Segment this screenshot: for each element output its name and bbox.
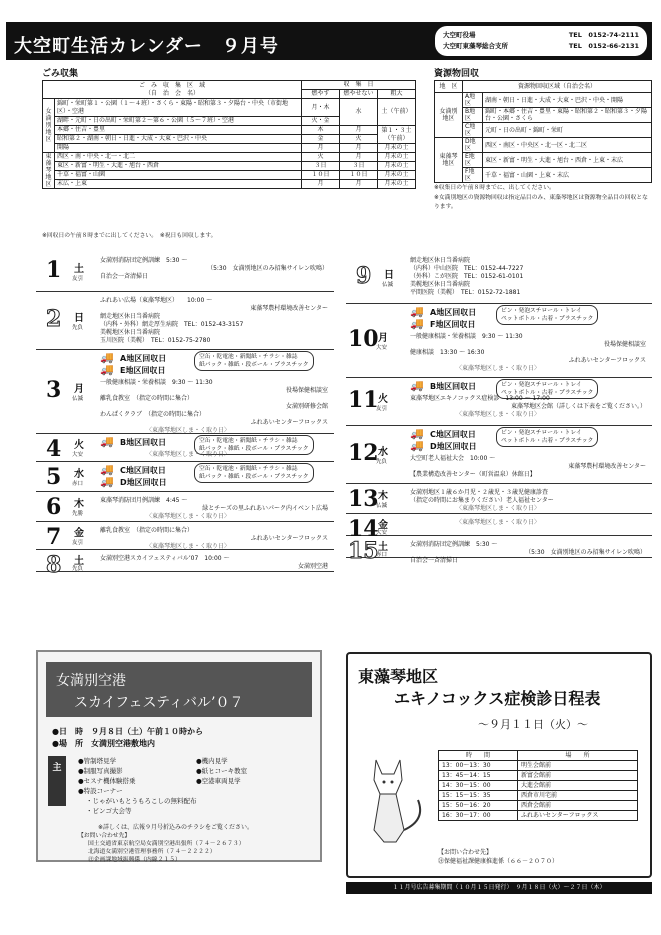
sky-item: ●管制塔見学 bbox=[78, 757, 117, 765]
table-row: 西区・南・中央・北一・北二 bbox=[55, 153, 302, 162]
truck-icon: 🚚 bbox=[100, 363, 114, 376]
recycle-items: ビン・発泡スチロール・トレイ bbox=[501, 382, 582, 388]
collection-day-label: C地区回収日 bbox=[120, 466, 166, 475]
recycle-val: 錦町・本郷・住吉・豊里・東陽・昭和第２・昭和第３・夕陽台・公園・さくら bbox=[483, 108, 652, 123]
truck-icon: 🚚 bbox=[410, 427, 424, 440]
event-text: ふれあい広場（東藻琴地区） 10:00 ～ bbox=[100, 297, 213, 304]
rokuyo: 仏滅 bbox=[72, 396, 84, 402]
calendar-day bbox=[346, 378, 652, 426]
day-of-week: 金 bbox=[74, 528, 84, 539]
cell: 月 bbox=[340, 126, 378, 135]
garbage-head-day: 収 集 日 bbox=[302, 81, 416, 90]
page-title: 大空町生活カレンダー ９月号 bbox=[14, 36, 279, 57]
footer-bar: １１月号広告募集期間（１０月１５日発行） ９月１８日（火）～２７日（木） bbox=[346, 882, 652, 894]
rokuyo: 大安 bbox=[376, 530, 388, 536]
rokuyo: 友引 bbox=[72, 540, 84, 546]
garbage-table bbox=[42, 80, 416, 189]
day-number: 4 bbox=[46, 436, 62, 462]
event-text: 網走地区休日当番病院 bbox=[100, 313, 161, 320]
garbage-note: ※回収日の午前８時までに出してください。 ※祝日も回収します。 bbox=[42, 233, 217, 239]
col-head: 燃やす bbox=[302, 90, 340, 99]
day-of-week: 日 bbox=[384, 270, 394, 281]
table-row: 本郷・住吉・豊里 bbox=[55, 126, 302, 135]
truck-icon: 🚚 bbox=[410, 305, 424, 318]
recycle-val: 湖南・朝日・日進・大成・大東・巴沢・中央・開陽 bbox=[483, 93, 652, 108]
contact-tel: TEL 0152-66-2131 bbox=[568, 42, 639, 50]
echi-head: 時 間 bbox=[439, 751, 518, 761]
recycle-items: 空缶・乾電池・新聞紙・チラシ・雑誌 bbox=[199, 466, 298, 472]
event-text: 女満別空港 bbox=[297, 563, 328, 570]
sky-item: ●空港車両見学 bbox=[196, 777, 241, 785]
event-text: 離乳食教室 （指定の時間に集合） bbox=[100, 395, 194, 402]
day-number: 9 bbox=[356, 263, 372, 289]
area-label: 東藻琴地区 bbox=[435, 138, 463, 183]
cell: ３日 bbox=[340, 162, 378, 171]
sky-date-label: ●日 時 bbox=[52, 727, 83, 736]
event-text: 女満別消防団定例訓練 5:30 ～ bbox=[100, 257, 188, 264]
event-text: 一般健康相談・栄養相談 9:30 ～ 11:30 bbox=[100, 379, 213, 386]
table-row: 末広・上東 bbox=[55, 180, 302, 189]
recycle-head: 資源物回収区域（自治会名） bbox=[463, 81, 652, 93]
cell: 水 bbox=[340, 99, 378, 126]
calendar-day bbox=[346, 304, 652, 378]
echi-date: ～９月１１日（火）～ bbox=[478, 718, 588, 731]
sky-place: 女満別空港敷地内 bbox=[90, 739, 155, 748]
echi-time: 15：15～15：35 bbox=[439, 791, 518, 801]
recycle-val: 東区・新富・明生・大進・旭台・西倉・上東・末広 bbox=[483, 153, 652, 168]
day-of-week: 火 bbox=[74, 440, 84, 451]
recycle-note: ※収集日の午前８時までに、出してください。 bbox=[434, 185, 555, 191]
rokuyo: 大安 bbox=[72, 452, 84, 458]
cell: １０日 bbox=[302, 171, 340, 180]
recycle-items: ビン・発泡スチロール・トレイ bbox=[501, 430, 582, 436]
sky-items bbox=[78, 756, 318, 816]
recycle-items: ペットボトル・古着・プラスチック bbox=[501, 438, 594, 444]
event-text: 【農業構造改善センター（町営温泉）休館日】 bbox=[410, 471, 536, 478]
event-text: 美幌地区休日当番病院 bbox=[410, 281, 471, 288]
day-number: 3 bbox=[46, 377, 62, 403]
cell: 月 bbox=[340, 144, 378, 153]
cell: 月 bbox=[340, 180, 378, 189]
echi-place: 大進会館前 bbox=[518, 781, 638, 791]
event-text: 網走地区休日当番病院 bbox=[410, 257, 471, 264]
day-of-week: 月 bbox=[378, 333, 388, 344]
event-text: （指定の時間にお集まりください）老人福祉センター bbox=[410, 497, 554, 504]
recycle-items-box bbox=[496, 305, 598, 325]
recycle-items-box bbox=[194, 351, 314, 371]
cell: 月末の土 bbox=[378, 153, 416, 162]
echi-inq-title: 【お問い合わせ先】 bbox=[438, 849, 493, 856]
event-text: 〈東藻琴地区しま・く取り日〉 bbox=[456, 365, 541, 372]
echi-time: 15：50～16：20 bbox=[439, 801, 518, 811]
event-text: 女満別研修会館 bbox=[285, 403, 328, 410]
calendar-right bbox=[346, 252, 652, 640]
event-text: （外科）こが医院 TEL：0152-61-0101 bbox=[410, 273, 524, 280]
cell: 火 bbox=[340, 135, 378, 144]
table-row: 開陽 bbox=[55, 144, 302, 153]
cell: 月末の土 bbox=[378, 162, 416, 171]
day-of-week: 水 bbox=[378, 447, 388, 458]
event-text: 玉川医院（美幌） TEL：0152-75-2780 bbox=[100, 337, 211, 344]
cell: 月 bbox=[340, 153, 378, 162]
recycle-key: D地区 bbox=[463, 138, 483, 153]
event-text: 女満別空港スカイフェスティバル’07 10:00 ～ bbox=[100, 555, 230, 562]
day-of-week: 金 bbox=[378, 520, 388, 531]
event-text: （5:30 女満別地区のみ招集サイレン吹鳴） bbox=[525, 549, 646, 556]
calendar-day bbox=[346, 484, 652, 514]
echi-place: 新富会館前 bbox=[518, 771, 638, 781]
calendar-day bbox=[36, 252, 334, 292]
cell: 第１・３土（午前） bbox=[378, 126, 416, 144]
day-of-week: 木 bbox=[74, 499, 84, 510]
table-row: 錦町・栄町第１・公園（１～４班）・さくら・東陽・昭和第３・夕陽台・中央（市街地区）・空港 bbox=[55, 99, 302, 117]
sky-title: 女満別空港 bbox=[56, 673, 126, 689]
sky-inq: 国土交通省東京航空局女満別空港出張所（７４－２６７３） bbox=[88, 841, 245, 847]
event-text: 〈東藻琴地区しま・く取り日〉 bbox=[146, 451, 231, 458]
day-of-week: 土 bbox=[74, 264, 84, 275]
recycle-items: ペットボトル・古着・プラスチック bbox=[501, 390, 594, 396]
echi-inq: ㊟保健福祉課健康推進係（６６－２０７０） bbox=[438, 858, 559, 865]
echi-place: 西倉会館前 bbox=[518, 801, 638, 811]
cell: 土（午前） bbox=[378, 99, 416, 126]
recycle-val: 西区・南区・中央区・北一区・北二区 bbox=[483, 138, 652, 153]
collection-day-label: B地区回収日 bbox=[120, 438, 167, 447]
truck-icon: 🚚 bbox=[100, 435, 114, 448]
event-text: 離乳食教室 （指定の時間に集合） bbox=[100, 527, 194, 534]
recycle-key: C地区 bbox=[463, 123, 483, 138]
calendar-day bbox=[346, 426, 652, 484]
sky-inq: ㊟企画課地域振興係（内線２１５） bbox=[88, 857, 181, 863]
day-number: 5 bbox=[46, 464, 62, 490]
day-number: 6 bbox=[46, 494, 62, 520]
table-row: 湖畔・元町・日の出町・栄町第２～第６・公園（５～７班）・空港 bbox=[55, 117, 302, 126]
sky-inq: 北海道女満別空港管理事務所（７４－２２２２） bbox=[88, 849, 216, 855]
area-label: 東藻琴地区 bbox=[43, 153, 55, 189]
garbage-head-sub: （自 治 会 名） bbox=[144, 89, 199, 97]
truck-icon: 🚚 bbox=[410, 317, 424, 330]
sky-main-label: 主 bbox=[48, 756, 66, 806]
event-text: （内科）中山医院 TEL：0152-44-7227 bbox=[410, 265, 524, 272]
echi-time: 16：30～17：00 bbox=[439, 811, 518, 821]
recycle-key: F地区 bbox=[463, 168, 483, 183]
contact-tel: TEL 0152-74-2111 bbox=[568, 31, 639, 39]
event-text: 〈東藻琴地区しま・く取り日〉 bbox=[146, 427, 231, 434]
event-text: ふれあいセンターフロックス bbox=[250, 535, 328, 542]
area-label: 女満別地区 bbox=[435, 93, 463, 138]
calendar-day bbox=[36, 550, 334, 578]
event-text: 東藻琴農村環境改善センター bbox=[250, 305, 328, 312]
cell: 火 bbox=[302, 153, 340, 162]
recycle-items-box bbox=[496, 427, 598, 447]
rokuyo: 大安 bbox=[376, 345, 388, 351]
echinococcus-box bbox=[346, 652, 652, 878]
sky-inq-title: 【お問い合わせ先】 bbox=[78, 833, 131, 839]
recycle-title: 資源物回収 bbox=[434, 69, 480, 79]
recycle-items-box bbox=[194, 463, 314, 483]
sky-title2: スカイフェスティバル’０７ bbox=[74, 695, 244, 711]
rokuyo: 先負 bbox=[72, 566, 84, 572]
event-text: 女満別地区１歳６か月児・２歳児・３歳児健康診査 bbox=[410, 489, 549, 496]
sky-item: ●特設コーナー bbox=[78, 787, 123, 795]
collection-day-label: A地区回収日 bbox=[430, 308, 477, 317]
sky-date: ９月８日（土）午前１０時から bbox=[90, 727, 203, 736]
event-text: 役場保健相談室 bbox=[285, 387, 328, 394]
garbage-title: ごみ収集 bbox=[42, 69, 79, 79]
day-number: 11 bbox=[348, 387, 379, 413]
event-text: 東藻琴地区エキノコックス症検診 13:00 ～ 17:00 bbox=[410, 395, 550, 402]
rokuyo: 先負 bbox=[72, 325, 84, 331]
echi-place: 明生会館前 bbox=[518, 761, 638, 771]
truck-icon: 🚚 bbox=[410, 379, 424, 392]
recycle-note: ※女満別地区の資源物回収は指定品目のみ、東藻琴地区は資源物全品目の回収となります。 bbox=[434, 195, 648, 210]
rokuyo: 仏滅 bbox=[376, 503, 388, 509]
day-number: 13 bbox=[348, 486, 379, 512]
recycle-items: 紙パック・雑紙・段ボール・プラスチック bbox=[199, 474, 309, 480]
day-number: 1 bbox=[46, 257, 62, 283]
recycle-key: B地区 bbox=[463, 108, 483, 123]
calendar-left bbox=[36, 252, 334, 640]
event-text: 平間医院（美幌） TEL：0152-72-1881 bbox=[410, 289, 521, 296]
rokuyo: 先勝 bbox=[72, 511, 84, 517]
day-number: 8 bbox=[46, 552, 62, 578]
day-number: 7 bbox=[46, 524, 62, 550]
truck-icon: 🚚 bbox=[100, 351, 114, 364]
echi-place: 西倉市川宅前 bbox=[518, 791, 638, 801]
calendar-day bbox=[36, 350, 334, 434]
contact-box bbox=[435, 26, 647, 56]
sky-item: ・じゃがいもとうもろこしの無料配布 bbox=[86, 797, 197, 805]
event-text: 〈東藻琴地区しま・く取り日〉 bbox=[456, 505, 541, 512]
event-text: 自治会一斉清掃日 bbox=[410, 557, 459, 564]
echi-time: 14：30～15：00 bbox=[439, 781, 518, 791]
day-of-week: 土 bbox=[378, 542, 388, 553]
recycle-head: 地 区 bbox=[435, 81, 463, 93]
area-label: 女満別地区 bbox=[43, 99, 55, 153]
event-text: 美幌地区休日当番病院 bbox=[100, 329, 161, 336]
cell: 月 bbox=[302, 180, 340, 189]
calendar-day bbox=[36, 434, 334, 462]
calendar-day bbox=[36, 462, 334, 492]
event-text: 〈東藻琴地区しま・く取り日〉 bbox=[456, 411, 541, 418]
day-of-week: 火 bbox=[378, 394, 388, 405]
header-bar bbox=[6, 22, 652, 60]
cell: 火・金 bbox=[302, 117, 340, 126]
recycle-val: 千草・福富・山園・上東・末広 bbox=[483, 168, 652, 183]
event-text: 女満別消防団定例訓練 5:30 ～ bbox=[410, 541, 498, 548]
recycle-val: 元町・日の出町・錦町・栄町 bbox=[483, 123, 652, 138]
cell: 月・木 bbox=[302, 99, 340, 117]
event-text: 〈東藻琴地区しま・く取り日〉 bbox=[146, 513, 231, 520]
cell: 木 bbox=[302, 126, 340, 135]
table-row: 昭和第２・湖南・朝日・日進・大成・大東・巴沢・中央 bbox=[55, 135, 302, 144]
cell: 月末の土 bbox=[378, 180, 416, 189]
event-text: 役場保健相談室 bbox=[603, 341, 646, 348]
day-of-week: 日 bbox=[74, 313, 84, 324]
cell: 金 bbox=[302, 135, 340, 144]
rokuyo: 友引 bbox=[376, 406, 388, 412]
cell: 月 bbox=[302, 144, 340, 153]
sky-festival-box bbox=[36, 650, 322, 862]
col-head: 燃やせない bbox=[340, 90, 378, 99]
recycle-items: ビン・発泡スチロール・トレイ bbox=[501, 308, 582, 314]
rokuyo: 友引 bbox=[72, 276, 84, 282]
calendar-day bbox=[346, 514, 652, 542]
echi-title: 東藻琴地区 bbox=[358, 667, 439, 686]
rokuyo: 先負 bbox=[376, 459, 388, 465]
event-text: わんぱくクラブ （指定の時間に集合） bbox=[100, 411, 206, 418]
day-number: 14 bbox=[348, 516, 379, 542]
recycle-items: 空缶・乾電池・新聞紙・チラシ・雑誌 bbox=[199, 438, 298, 444]
collection-day-label: A地区回収日 bbox=[120, 354, 167, 363]
collection-day-label: B地区回収日 bbox=[430, 382, 477, 391]
day-number: 15 bbox=[348, 538, 379, 564]
cell: 月末の土 bbox=[378, 171, 416, 180]
contact-name: 大空町東藻琴総合支所 bbox=[443, 42, 508, 50]
calendar-day bbox=[346, 536, 652, 564]
collection-day-label: C地区回収日 bbox=[430, 430, 476, 439]
event-text: 健康相談 13:30 ～ 16:30 bbox=[410, 349, 485, 356]
sky-item: ●機内見学 bbox=[196, 757, 228, 765]
sky-item: ・ビンゴ大会等 bbox=[86, 807, 132, 815]
rokuyo: 赤口 bbox=[376, 552, 388, 558]
truck-icon: 🚚 bbox=[100, 463, 114, 476]
table-row: 東区・新富・明生・大進・旭台・西倉 bbox=[55, 162, 302, 171]
calendar-day bbox=[346, 252, 652, 304]
recycle-items: 空缶・乾電池・新聞紙・チラシ・雑誌 bbox=[199, 354, 298, 360]
collection-day-label: D地区回収日 bbox=[120, 478, 167, 487]
contact-name: 大空町役場 bbox=[443, 31, 476, 39]
sky-item: ●セスナ機体験搭乗 bbox=[78, 777, 136, 785]
echi-time: 13：45～14：15 bbox=[439, 771, 518, 781]
event-text: 一般健康相談・栄養相談 9:30 ～ 11:30 bbox=[410, 333, 523, 340]
collection-day-label: D地区回収日 bbox=[430, 442, 477, 451]
event-text: （内科・外科）網走厚生病院 TEL：0152-43-3157 bbox=[100, 321, 244, 328]
cell: １０日 bbox=[340, 171, 378, 180]
calendar-day bbox=[36, 292, 334, 350]
event-text: 自治会一斉清掃日 bbox=[100, 273, 149, 280]
echi-title2: エキノコックス症検診日程表 bbox=[394, 689, 601, 708]
calendar-day bbox=[36, 492, 334, 522]
event-text: 緑とチーズの里ふれあいパーク内イベント広場 bbox=[202, 505, 328, 512]
sky-item: ●制服写真撮影 bbox=[78, 767, 123, 775]
sky-place-label: ●場 所 bbox=[52, 739, 83, 748]
event-text: 東藻琴地区会館（詳しくは下表をご覧ください。） bbox=[510, 403, 646, 410]
calendar-day bbox=[36, 522, 334, 550]
recycle-key: E地区 bbox=[463, 153, 483, 168]
day-of-week: 木 bbox=[378, 491, 388, 502]
garbage-head: ご み 収 集 区 域 bbox=[138, 81, 205, 89]
day-number: 10 bbox=[348, 326, 379, 352]
truck-icon: 🚚 bbox=[100, 475, 114, 488]
day-of-week: 水 bbox=[74, 469, 84, 480]
echi-place: ふれあいセンターフロックス bbox=[518, 811, 638, 821]
echi-head: 場 所 bbox=[518, 751, 638, 761]
cell: ３日 bbox=[302, 162, 340, 171]
event-text: ふれあいセンターフロックス bbox=[568, 357, 646, 364]
event-text: 〈東藻琴地区しま・く取り日〉 bbox=[456, 519, 541, 526]
event-text: 〈東藻琴地区しま・く取り日〉 bbox=[146, 543, 231, 550]
echi-time: 13：00～13：30 bbox=[439, 761, 518, 771]
recycle-table bbox=[434, 80, 652, 183]
sky-item: ●紙ヒコーキ教室 bbox=[196, 767, 248, 775]
day-of-week: 土 bbox=[74, 556, 84, 567]
rokuyo: 仏滅 bbox=[382, 282, 394, 288]
event-text: ふれあいセンターフロックス bbox=[250, 419, 328, 426]
sky-header bbox=[46, 662, 312, 717]
recycle-key: A地区 bbox=[463, 93, 483, 108]
collection-day-label: F地区回収日 bbox=[430, 320, 476, 329]
table-row: 千草・福富・山園 bbox=[55, 171, 302, 180]
event-text: 大空町老人福祉大会 10:00 ～ bbox=[410, 455, 496, 462]
truck-icon: 🚚 bbox=[410, 439, 424, 452]
event-text: （5:30 女満別地区のみ招集サイレン吹鳴） bbox=[207, 265, 328, 272]
recycle-items: 紙パック・雑紙・段ボール・プラスチック bbox=[199, 362, 309, 368]
event-text: 東藻琴農村環境改善センター bbox=[568, 463, 646, 470]
recycle-items: 紙パック・雑紙・段ボール・プラスチック bbox=[199, 446, 309, 452]
rokuyo: 赤口 bbox=[72, 481, 84, 487]
sky-note: ※詳しくは、広報９月号折込みのチラシをご覧ください。 bbox=[98, 824, 254, 831]
collection-day-label: E地区回収日 bbox=[120, 366, 166, 375]
recycle-items: ペットボトル・古着・プラスチック bbox=[501, 316, 594, 322]
day-number: 2 bbox=[46, 306, 62, 332]
fox-icon bbox=[356, 750, 428, 846]
event-text: 東藻琴消防団月例訓練 4:45 ～ bbox=[100, 497, 188, 504]
cell: 月末の土 bbox=[378, 144, 416, 153]
day-number: 12 bbox=[348, 440, 379, 466]
day-of-week: 月 bbox=[74, 384, 84, 395]
echi-table bbox=[438, 750, 638, 821]
col-head: 粗大 bbox=[378, 90, 416, 99]
